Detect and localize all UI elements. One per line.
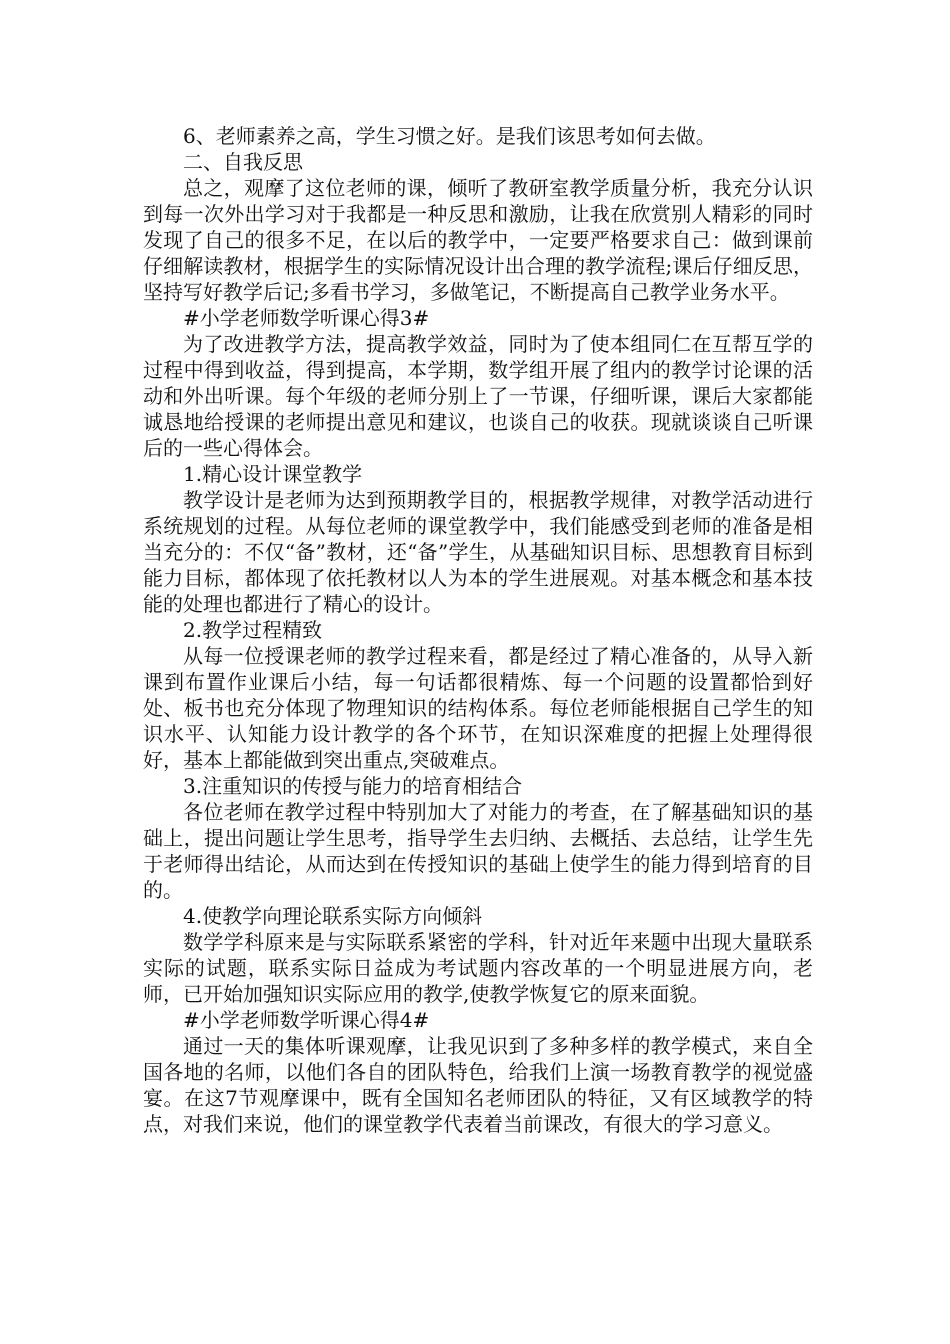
paragraph-design: 教学设计是老师为达到预期教学目的，根据教学规律，对教学活动进行系统规划的过程。从每位老师的课堂教学中，我们能感受到老师的准备是相当充分的：不仅“备”教材，还“备”学生，从基础知识目标、思想教育目标到能力目标，都体现了依托教材以人为本的学生进展观。对基本概念和基本技能的处理也都进行了精心的设计。 — [143, 488, 813, 616]
section-heading-article-3: #小学老师数学听课心得3# — [183, 306, 430, 330]
subheading-1: 1.精心设计课堂教学 — [183, 462, 363, 486]
subheading-3: 3.注重知识的传授与能力的培育相结合 — [183, 774, 523, 798]
paragraph-ability: 各位老师在教学过程中特别加大了对能力的考查，在了解基础知识的基础上，提出问题让学生思考，指导学生去归纳、去概括、去总结，让学生先于老师得出结论，从而达到在传授知识的基础上使学生的能力得到培育的目的。 — [143, 800, 813, 902]
subheading-4: 4.使教学向理论联系实际方向倾斜 — [183, 904, 483, 928]
document-body — [143, 123, 813, 1137]
paragraph-practice: 数学学科原来是与实际联系紧密的学科，针对近年来题中出现大量联系实际的试题，联系实际日益成为考试题内容改革的一个明显进展方向，老师，已开始加强知识实际应用的教学,使教学恢复它的原来面貌。 — [143, 930, 813, 1006]
paragraph-intro: 为了改进教学方法，提高教学效益，同时为了使本组同仁在互帮互学的过程中得到收益，得到提高，本学期，数学组开展了组内的教学讨论课的活动和外出听课。每个年级的老师分别上了一节课，仔细听课，课后大家都能诚恳地给授课的老师提出意见和建议，也谈自己的收获。现就谈谈自己听课后的一些心得体会。 — [143, 332, 813, 460]
paragraph-observation: 通过一天的集体听课观摩，让我见识到了多种多样的教学模式，来自全国各地的名师，以他们各自的团队特色，给我们上演一场教育教学的视觉盛宴。在这7节观摩课中，既有全国知名老师团队的特征，又有区域教学的特点，对我们来说，他们的课堂教学代表着当前课改，有很大的学习意义。 — [143, 1034, 813, 1136]
paragraph-item-6: 6、老师素养之高，学生习惯之好。是我们该思考如何去做。 — [183, 124, 716, 148]
paragraph-process: 从每一位授课老师的教学过程来看，都是经过了精心准备的，从导入新课到布置作业课后小结，每一句话都很精炼、每一个问题的设置都恰到好处、板书也充分体现了物理知识的结构体系。每位老师能根据自己学生的知识水平、认知能力设计教学的各个环节，在知识深难度的把握上处理得很好，基本上都能做到突出重点,突破难点。 — [143, 644, 813, 772]
section-heading-article-4: #小学老师数学听课心得4# — [183, 1008, 430, 1032]
paragraph-summary: 总之，观摩了这位老师的课，倾听了教研室教学质量分析，我充分认识到每一次外出学习对于我都是一种反思和激励，让我在欣赏别人精彩的同时发现了自己的很多不足，在以后的教学中，一定要严格要求自己：做到课前仔细解读教材，根据学生的实际情况设计出合理的教学流程;课后仔细反思，坚持写好教学后记;多看书学习，多做笔记，不断提高自己教学业务水平。 — [143, 176, 813, 304]
section-heading-self-reflection: 二、自我反思 — [183, 150, 303, 174]
subheading-2: 2.教学过程精致 — [183, 618, 323, 642]
